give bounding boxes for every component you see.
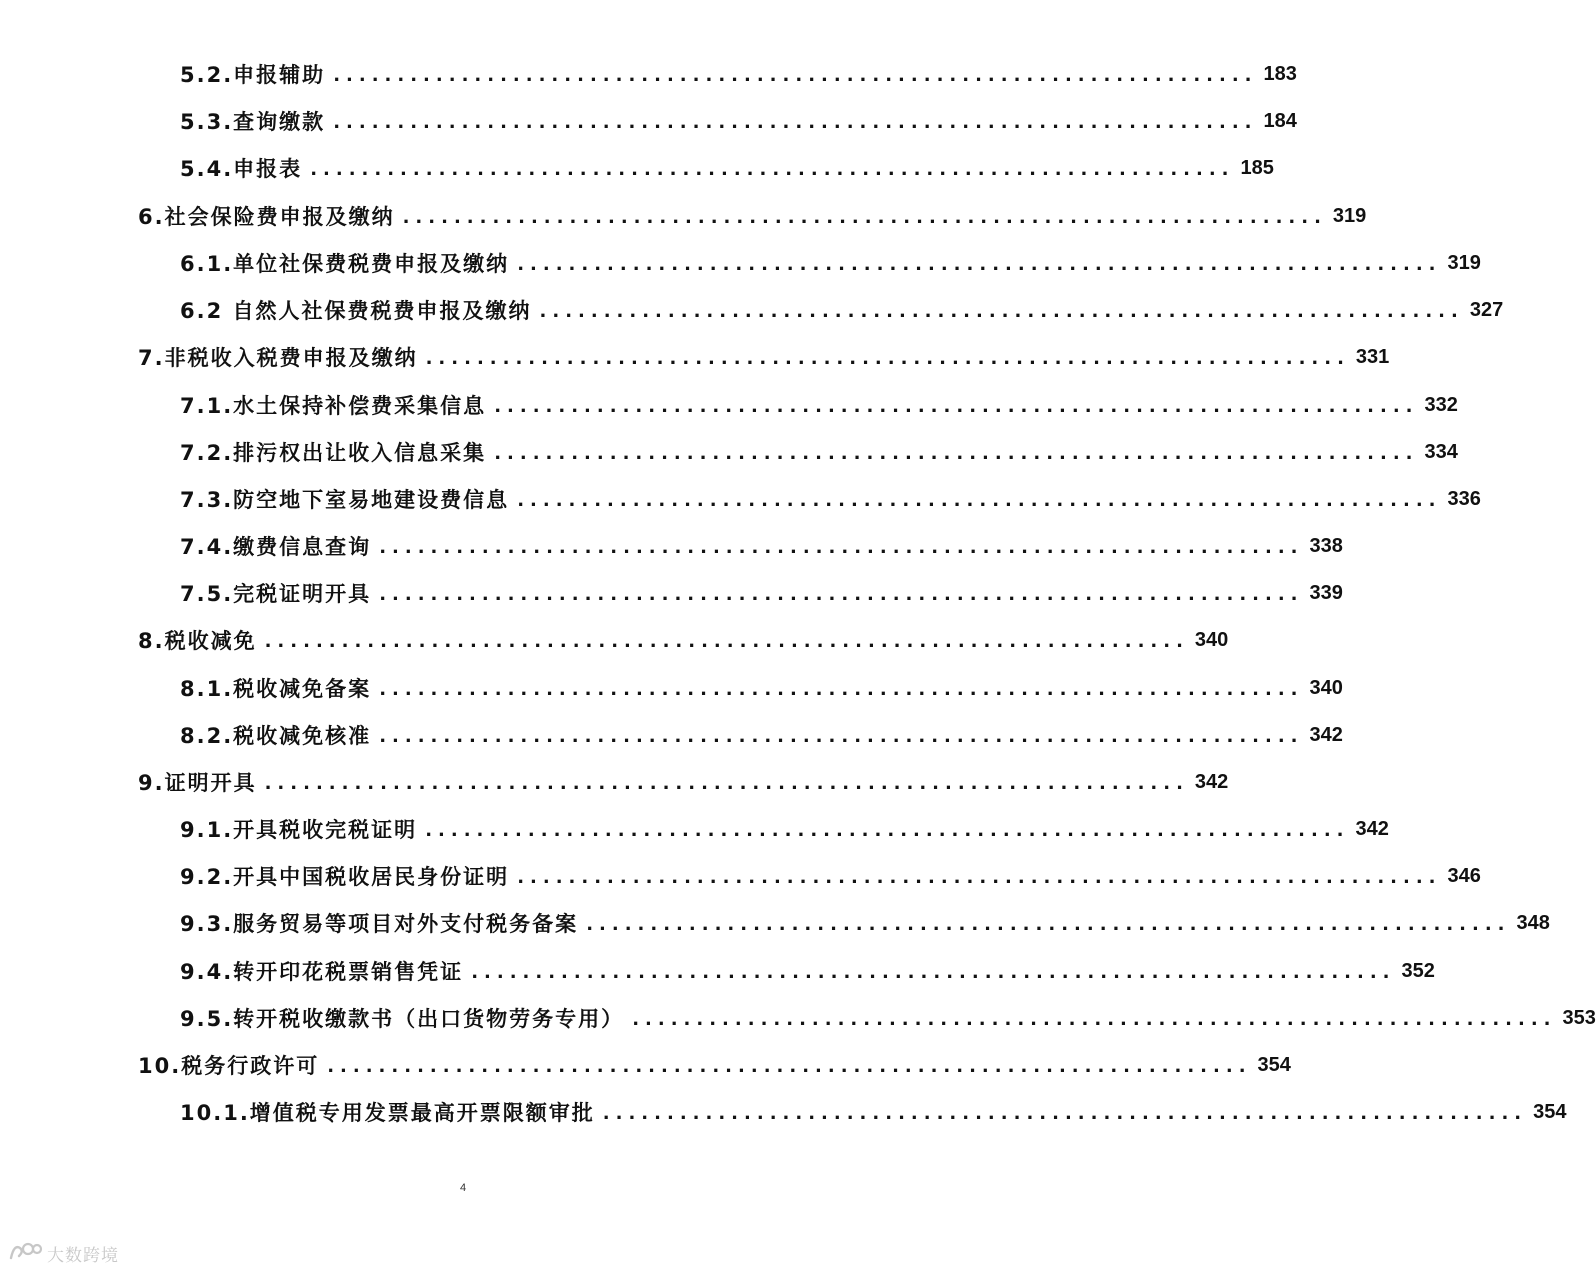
dot-leader: ........................................................................ xyxy=(264,773,1189,794)
toc-entry-label: 10.1.增值税专用发票最高开票限额审批 xyxy=(180,1101,595,1125)
toc-entry[interactable] xyxy=(180,573,1343,613)
toc-entry[interactable] xyxy=(180,479,1481,519)
toc-entry-page: 342 xyxy=(1355,817,1389,840)
dot-leader: ........................................................................ xyxy=(539,301,1464,322)
toc-entry-label: 7.非税收入税费申报及缴纳 xyxy=(138,346,418,370)
toc-entry-page: 342 xyxy=(1194,770,1229,793)
brand-logo-icon xyxy=(8,1240,42,1266)
toc-entry[interactable] xyxy=(138,762,1229,802)
toc-entry-label: 7.4.缴费信息查询 xyxy=(180,535,372,559)
toc-entry-label: 6.社会保险费申报及缴纳 xyxy=(138,205,395,229)
toc-entry-label: 7.2.排污权出让收入信息采集 xyxy=(180,441,487,465)
toc-entry[interactable] xyxy=(180,951,1435,991)
dot-leader: ........................................................................ xyxy=(333,65,1258,86)
dot-leader: ........................................................................ xyxy=(517,254,1442,275)
toc-entry-label: 8.税收减免 xyxy=(138,629,257,653)
dot-leader: ........................................................................ xyxy=(425,348,1350,369)
toc-entry-page: 185 xyxy=(1240,156,1274,179)
toc-entry-page: 353 xyxy=(1562,1006,1596,1029)
toc-entry-label: 9.5.转开税收缴款书（出口货物劳务专用） xyxy=(180,1007,625,1031)
dot-leader: ........................................................................ xyxy=(310,159,1235,180)
toc-entry-label: 6.1.单位社保费税费申报及缴纳 xyxy=(180,252,510,276)
toc-entry-label: 5.2.申报辅助 xyxy=(180,63,326,87)
toc-entry[interactable] xyxy=(138,196,1367,236)
toc-entry-label: 10.税务行政许可 xyxy=(138,1054,320,1078)
dot-leader: ........................................................................ xyxy=(632,1009,1557,1030)
toc-entry-page: 319 xyxy=(1447,251,1481,274)
toc-entry[interactable] xyxy=(180,903,1550,943)
toc-entry-page: 340 xyxy=(1194,628,1229,651)
toc-entry-page: 332 xyxy=(1424,393,1458,416)
toc-entry[interactable] xyxy=(180,54,1297,94)
toc-entry[interactable] xyxy=(180,290,1504,330)
toc-entry-page: 331 xyxy=(1355,345,1390,368)
dot-leader: ........................................................................ xyxy=(471,962,1396,983)
toc-entry[interactable] xyxy=(180,715,1343,755)
toc-entry[interactable] xyxy=(180,101,1297,141)
toc-entry-page: 184 xyxy=(1263,109,1297,132)
toc-entry-page: 348 xyxy=(1516,911,1550,934)
toc-entry-page: 336 xyxy=(1447,487,1481,510)
dot-leader: ........................................................................ xyxy=(425,820,1350,841)
toc-entry[interactable] xyxy=(180,1092,1567,1132)
toc-entry[interactable] xyxy=(180,148,1274,188)
toc-entry[interactable] xyxy=(180,385,1458,425)
toc-entry-page: 338 xyxy=(1309,534,1343,557)
toc-entry-label: 7.3.防空地下室易地建设费信息 xyxy=(180,488,510,512)
toc-entry-label: 6.2 自然人社保费税费申报及缴纳 xyxy=(180,299,532,323)
toc-entry[interactable] xyxy=(180,856,1481,896)
dot-leader: ........................................................................ xyxy=(379,584,1304,605)
toc-entry-label: 5.3.查询缴款 xyxy=(180,110,326,134)
toc-entry-page: 340 xyxy=(1309,676,1343,699)
dot-leader: ........................................................................ xyxy=(333,112,1258,133)
toc-entry[interactable] xyxy=(138,337,1390,377)
toc-entry-page: 354 xyxy=(1257,1053,1291,1076)
toc-entry-label: 9.1.开具税收完税证明 xyxy=(180,818,418,842)
toc-entry-label: 7.1.水土保持补偿费采集信息 xyxy=(180,394,487,418)
toc-entry-label: 9.4.转开印花税票销售凭证 xyxy=(180,960,464,984)
toc-entry-page: 354 xyxy=(1533,1100,1567,1123)
toc-entry-page: 352 xyxy=(1401,959,1435,982)
toc-entry-label: 7.5.完税证明开具 xyxy=(180,582,372,606)
toc-entry[interactable] xyxy=(180,809,1389,849)
dot-leader: ........................................................................ xyxy=(327,1056,1252,1077)
toc-entry[interactable] xyxy=(138,620,1229,660)
toc-entry[interactable] xyxy=(180,432,1458,472)
toc-entry-label: 5.4.申报表 xyxy=(180,157,303,181)
toc-entry-page: 327 xyxy=(1469,298,1504,321)
dot-leader: ........................................................................ xyxy=(517,490,1442,511)
watermark-text: 大数跨境 xyxy=(47,1245,119,1266)
toc-entry-page: 334 xyxy=(1424,440,1458,463)
dot-leader: ........................................................................ xyxy=(402,207,1327,228)
dot-leader: ........................................................................ xyxy=(494,396,1419,417)
page-number: 4 xyxy=(459,1182,467,1194)
toc-entry-page: 183 xyxy=(1263,62,1297,85)
toc-entry-page: 342 xyxy=(1309,723,1343,746)
toc-entry[interactable] xyxy=(180,243,1481,283)
toc-entry-page: 339 xyxy=(1309,581,1343,604)
dot-leader: ........................................................................ xyxy=(517,867,1442,888)
dot-leader: ........................................................................ xyxy=(602,1103,1528,1124)
watermark xyxy=(8,1240,119,1266)
toc-entry[interactable] xyxy=(138,1045,1291,1085)
toc-entry-page: 346 xyxy=(1447,864,1481,887)
toc-entry[interactable] xyxy=(180,998,1596,1038)
dot-leader: ........................................................................ xyxy=(379,726,1304,747)
toc-entry-label: 9.证明开具 xyxy=(138,771,257,795)
toc-entry-page: 319 xyxy=(1332,204,1367,227)
toc-entry-label: 8.1.税收减免备案 xyxy=(180,677,372,701)
toc-entry[interactable] xyxy=(180,668,1343,708)
dot-leader: ........................................................................ xyxy=(379,679,1304,700)
dot-leader: ........................................................................ xyxy=(264,631,1189,652)
dot-leader: ........................................................................ xyxy=(586,914,1511,935)
toc-entry-label: 8.2.税收减免核准 xyxy=(180,724,372,748)
toc-entry-label: 9.3.服务贸易等项目对外支付税务备案 xyxy=(180,912,579,936)
dot-leader: ........................................................................ xyxy=(379,537,1304,558)
toc-entry[interactable] xyxy=(180,526,1343,566)
toc-entry-label: 9.2.开具中国税收居民身份证明 xyxy=(180,865,510,889)
dot-leader: ........................................................................ xyxy=(494,443,1419,464)
